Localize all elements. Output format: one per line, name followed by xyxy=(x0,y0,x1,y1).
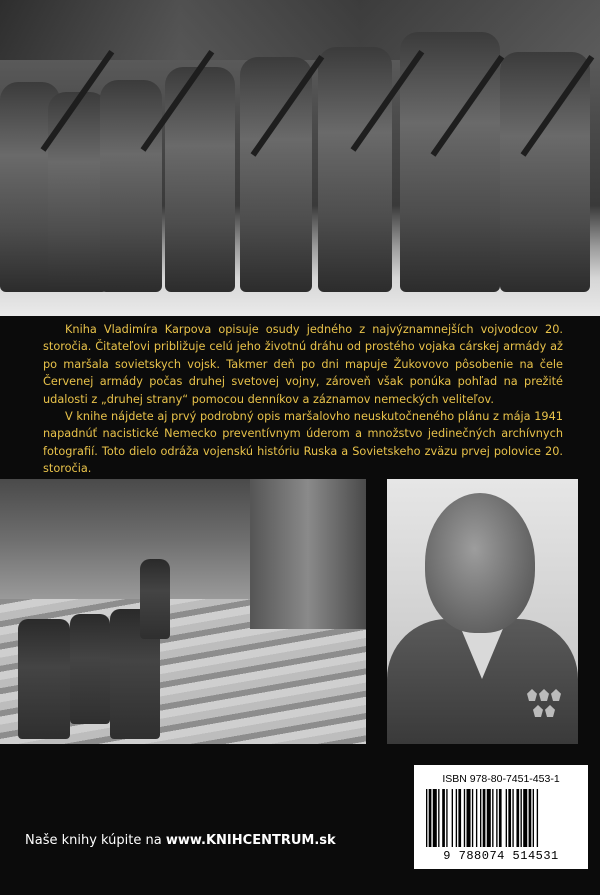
description-paragraph-1: Kniha Vladimíra Karpova opisuje osudy jedného z najvýznamnejších vojvodcov 20. storočia. Čitateľovi približuje celú jeho životnú dráhu od prostého vojaka cárskej armády až po maršala sovietskych vojsk. Takmer deň po dni mapuje Žukovovo pôsobenie na čele Červenej armády počas druhej svetovej vojny, zároveň však ponúka pohľad na prežité udalosti z „druhej strany“ pomocou denníkov a záznamov nemeckých veliteľov. xyxy=(43,323,563,406)
photo-column xyxy=(250,479,366,629)
photo-figure xyxy=(400,32,500,292)
parade-photo xyxy=(0,0,600,316)
portrait-head xyxy=(425,493,535,633)
isbn-label: ISBN 978-80-7451-453-1 xyxy=(442,773,560,785)
photo-figure xyxy=(140,559,170,639)
barcode-icon xyxy=(426,789,576,847)
photo-figure xyxy=(100,80,162,292)
photo-figure xyxy=(500,52,590,292)
barcode-area xyxy=(414,765,588,869)
description-paragraph-2: V knihe nájdete aj prvý podrobný opis maršalovho neuskutočneného plánu z mája 1941 napadnúť nacistické Nemecko preventívnym úderom a množstvo jedinečných archívnych fotografií. Toto dielo odráža vojenskú históriu Ruska a Sovietskeho zväzu prvej polovice 20. storočia. xyxy=(43,410,563,476)
barcode-digits: 9 788074 514531 xyxy=(443,849,559,863)
photo-figure xyxy=(240,57,312,292)
footer-url-link[interactable]: www.KNIHCENTRUM.sk xyxy=(165,833,336,848)
photo-figure xyxy=(70,614,110,724)
marshal-portrait-photo xyxy=(387,479,578,744)
book-description xyxy=(43,321,563,478)
photo-figure xyxy=(48,92,108,292)
rubble-steps-photo xyxy=(0,479,366,744)
photo-figure xyxy=(318,47,392,292)
footer-text xyxy=(25,833,336,848)
photo-figure xyxy=(18,619,70,739)
photo-background-wall xyxy=(0,0,600,60)
footer-prefix: Naše knihy kúpite na xyxy=(25,833,166,848)
